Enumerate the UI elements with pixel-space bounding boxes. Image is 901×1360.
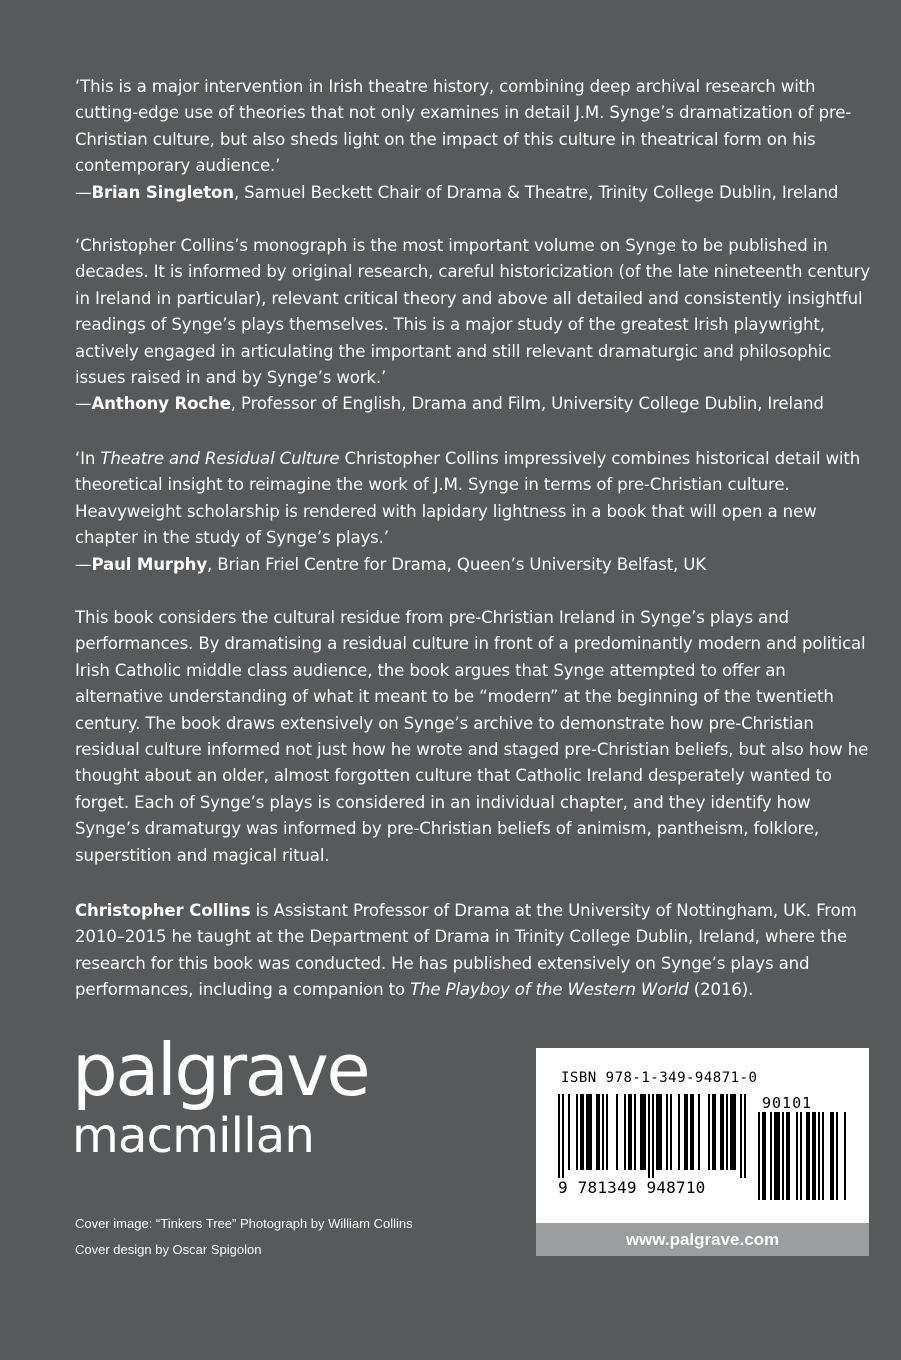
barcode-bar <box>698 1094 700 1170</box>
barcode-bar <box>628 1094 632 1170</box>
barcode-bar <box>708 1094 710 1170</box>
barcode-bar <box>774 1112 780 1200</box>
barcode-bar <box>690 1094 694 1170</box>
review-quote-1 <box>75 74 875 206</box>
barcode-bar <box>770 1112 772 1200</box>
barcode-bar <box>844 1112 846 1200</box>
price-code: 90101 <box>762 1094 813 1112</box>
quote-text: ‘Christopher Collins’s monograph is the most important volume on Synge to be published in decades. It is informed by original research, careful historicization (of the late nineteenth century in Ireland in particular), relevant critical theory and above all detailed and consistently insightful readings of Synge’s plays themselves. This is a major study of the greatest Irish playwright, actively engaged in articulating the important and still relevant dramaturgic and philosophic issues raised in and by Synge’s work.’ <box>75 236 870 388</box>
barcode-bar <box>740 1094 742 1178</box>
book-description: This book considers the cultural residue from pre-Christian Ireland in Synge’s plays and performances. By dramatising a residual culture in front of a predominantly modern and political Irish Catholic middle class audience, the book argues that Synge attempted to offer an alternative understanding of what it meant to be “modern” at the beginning of the twentieth century. The book draws extensively on Synge’s archive to demonstrate how pre-Christian residual culture informed not just how he wrote and staged pre-Christian beliefs, but also how he thought about an older, almost forgotten culture that Catholic Ireland desperately wanted to forget. Each of Synge’s plays is considered in an individual chapter, and they identify how Synge’s dramaturgy was informed by pre-Christian beliefs of animism, pantheism, folklore, superstition and magical ritual. <box>75 608 869 865</box>
barcode-bar <box>602 1094 604 1170</box>
barcode-bar <box>836 1112 838 1200</box>
barcode-bar <box>800 1112 802 1200</box>
quote-dash: — <box>75 554 92 574</box>
publisher-website: www.palgrave.com <box>536 1223 869 1256</box>
barcode-bar <box>586 1094 592 1170</box>
barcode-bar <box>782 1112 784 1200</box>
quote-author: Brian Singleton <box>91 182 234 202</box>
barcode-bar <box>648 1094 650 1178</box>
barcode-bar <box>580 1094 584 1170</box>
quote-author: Paul Murphy <box>91 554 208 574</box>
barcode-bar <box>568 1094 570 1170</box>
barcode-bar <box>670 1094 672 1170</box>
author-bio <box>75 898 875 1004</box>
addon-barcode-icon <box>758 1112 846 1200</box>
barcode-bar <box>656 1094 662 1170</box>
barcode-bar <box>634 1094 636 1170</box>
quote-text-after: Christopher Collins impressively combines historical detail with theoretical insight to reimagine the work of J.M. Synge in terms of pre-Christian culture. Heavyweight scholarship is rendered with lapidary lightness in a book that will open a new chapter in the study of Synge’s plays.’ <box>75 449 861 548</box>
barcode-bar <box>576 1094 578 1170</box>
barcode-bar <box>720 1094 724 1170</box>
quote-dash: — <box>75 182 92 202</box>
quote-book-title: Theatre and Residual Culture <box>100 449 340 468</box>
barcode-bar <box>806 1112 810 1200</box>
cover-design-credit: Cover design by Oscar Spigolon <box>75 1242 262 1257</box>
barcode-bar <box>616 1094 618 1170</box>
barcode-bar <box>786 1112 790 1200</box>
quote-affiliation: , Professor of English, Drama and Film, University College Dublin, Ireland <box>230 394 824 414</box>
bio-text-before: is Assistant Professor of Drama at the University of Nottingham, UK. From 2010–2015 he taught at the Department of Drama in Trinity College Dublin, Ireland, where the research for this book was conducted. He has published extensively on Synge’s plays and performances, including a companion to <box>75 901 857 1000</box>
quote-text-before: ‘In <box>75 449 101 468</box>
quote-text: ‘This is a major intervention in Irish theatre history, combining deep archival research with cutting-edge use of theories that not only examines in detail J.M. Synge’s dramatization of pre-Christian culture, but also sheds light on the impact of this culture in theatrical form on his contemporary audience.’ <box>75 77 852 176</box>
quote-dash: — <box>75 394 92 414</box>
barcode-bar <box>818 1112 820 1200</box>
bio-text-after: (2016). <box>688 980 754 1000</box>
barcode-bar <box>596 1094 600 1170</box>
quote-author: Anthony Roche <box>91 394 231 414</box>
review-quote-2 <box>75 233 875 418</box>
quote-affiliation: , Brian Friel Centre for Drama, Queen’s University Belfast, UK <box>207 554 707 574</box>
publisher-logo-macmillan: macmillan <box>72 1108 314 1164</box>
review-quote-3 <box>75 446 875 578</box>
barcode-bar <box>796 1112 798 1200</box>
barcode-panel <box>536 1048 869 1256</box>
barcode-bar <box>812 1112 816 1200</box>
bio-book-title: The Playboy of the Western World <box>410 980 689 1000</box>
author-name: Christopher Collins <box>75 901 251 920</box>
ean-digits: 9 781349 948710 <box>558 1178 706 1197</box>
barcode-bar <box>558 1094 560 1178</box>
barcode-bar <box>606 1094 608 1170</box>
barcode-bar <box>762 1112 766 1200</box>
cover-image-credit: Cover image: “Tinkers Tree” Photograph by William Collins <box>75 1216 413 1231</box>
barcode-bar <box>640 1094 646 1170</box>
barcode-bar <box>678 1094 680 1170</box>
publisher-logo-palgrave: palgrave <box>72 1028 369 1112</box>
barcode-bar <box>758 1112 760 1200</box>
barcode-bar <box>730 1094 736 1170</box>
barcode-bar <box>822 1112 824 1200</box>
isbn-label: ISBN 978-1-349-94871-0 <box>561 1070 758 1086</box>
quote-affiliation: , Samuel Beckett Chair of Drama & Theatre, Trinity College Dublin, Ireland <box>233 182 839 202</box>
barcode-bar <box>684 1094 688 1170</box>
barcode-bar <box>624 1094 626 1170</box>
barcode-bar <box>666 1094 668 1170</box>
barcode-bar <box>652 1094 654 1178</box>
barcode-bar <box>744 1094 746 1178</box>
barcode-bar <box>562 1094 564 1178</box>
ean-barcode-icon <box>558 1094 753 1178</box>
barcode-bar <box>712 1094 716 1170</box>
barcode-bar <box>726 1094 728 1170</box>
barcode-bar <box>830 1112 834 1200</box>
